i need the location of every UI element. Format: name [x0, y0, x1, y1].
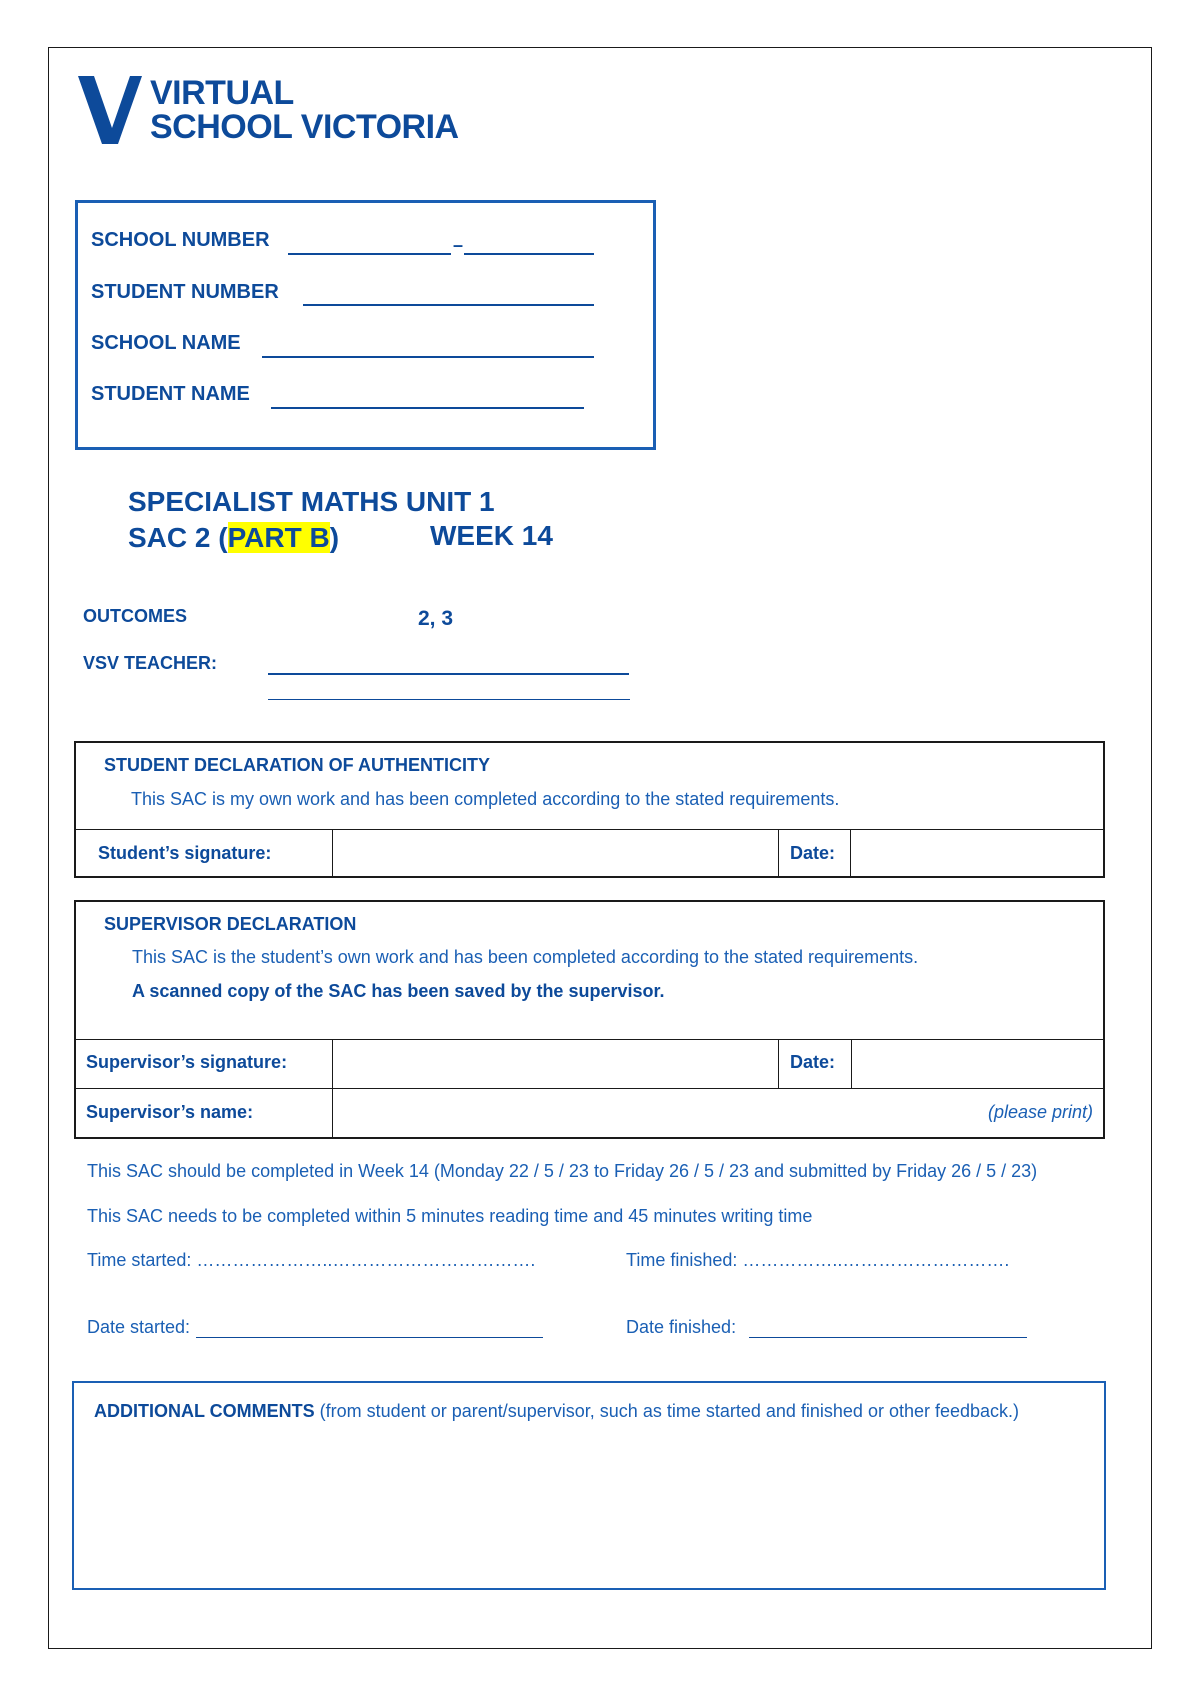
part-b-highlight: PART B — [227, 522, 330, 553]
supervisor-signature-field[interactable] — [334, 1039, 778, 1088]
cell-divider — [778, 1039, 779, 1088]
school-info-box — [75, 200, 656, 450]
supervisor-name-row — [76, 1089, 1103, 1137]
student-number-label: STUDENT NUMBER — [91, 281, 279, 303]
school-number-field-a[interactable] — [288, 253, 451, 255]
week-label: WEEK 14 — [430, 520, 553, 551]
title-line-2-suffix: ) — [329, 522, 340, 553]
date-finished-label: Date finished: — [626, 1317, 737, 1337]
date-started-field[interactable] — [196, 1337, 543, 1338]
student-declaration-table — [74, 741, 1105, 878]
additional-comments-box[interactable] — [72, 1381, 1106, 1590]
outcomes-label: OUTCOMES — [83, 606, 188, 626]
supervisor-name-label: Supervisor’s name: — [86, 1102, 254, 1122]
supervisor-date-field[interactable] — [853, 1039, 1103, 1088]
student-number-field[interactable] — [303, 304, 594, 306]
supervisor-signature-label: Supervisor’s signature: — [86, 1052, 288, 1072]
student-declaration-title: STUDENT DECLARATION OF AUTHENTICITY — [104, 755, 490, 775]
student-signature-label: Student’s signature: — [98, 843, 272, 863]
completion-week-text: This SAC should be completed in Week 14 (Monday 22 / 5 / 23 to Friday 26 / 5 / 23 and submitted by Friday 26 / 5 / 23) — [87, 1161, 1038, 1181]
logo-text — [150, 76, 459, 144]
cell-divider — [778, 829, 779, 876]
supervisor-declaration-header — [76, 902, 1103, 1040]
supervisor-declaration-text: This SAC is the student’s own work and has been completed according to the stated requirements. — [132, 947, 919, 967]
student-declaration-text: This SAC is my own work and has been completed according to the stated requirements. — [131, 789, 840, 809]
supervisor-declaration-table — [74, 900, 1105, 1139]
cell-divider — [332, 1039, 333, 1088]
school-number-dash: – — [453, 235, 464, 255]
time-started-label[interactable]: Time started: …………………..……………………………. — [87, 1250, 536, 1270]
logo-line-1: VIRTUAL — [150, 74, 294, 112]
cell-divider — [332, 829, 333, 876]
logo-line-2: SCHOOL VICTORIA — [150, 108, 459, 146]
additional-comments-title: ADDITIONAL COMMENTS — [94, 1401, 315, 1421]
vsv-teacher-field-2[interactable] — [268, 699, 630, 700]
title-line-1: SPECIALIST MATHS UNIT 1 — [128, 486, 495, 517]
additional-comments-hint: (from student or parent/supervisor, such as time started and finished or other feedback.) — [314, 1401, 1020, 1421]
vsv-teacher-field[interactable] — [268, 673, 629, 675]
cell-divider — [850, 829, 851, 876]
vsv-teacher-label: VSV TEACHER: — [83, 653, 218, 673]
student-name-label: STUDENT NAME — [91, 383, 250, 405]
cell-divider — [332, 1089, 333, 1137]
vsv-v-logo-icon — [78, 76, 142, 144]
school-name-field[interactable] — [262, 356, 594, 358]
time-finished-label[interactable]: Time finished: ……………..………………………. — [626, 1250, 1010, 1270]
student-name-field[interactable] — [271, 407, 584, 409]
school-number-label: SCHOOL NUMBER — [91, 229, 270, 251]
please-print-hint: (please print) — [987, 1102, 1093, 1122]
student-declaration-header — [76, 743, 1103, 830]
cell-divider — [851, 1039, 852, 1088]
date-finished-field[interactable] — [749, 1337, 1027, 1338]
student-signature-row — [76, 829, 1103, 876]
timing-text: This SAC needs to be completed within 5 minutes reading time and 45 minutes writing time — [87, 1206, 813, 1226]
supervisor-declaration-title: SUPERVISOR DECLARATION — [104, 914, 357, 934]
supervisor-signature-row — [76, 1039, 1103, 1089]
vsv-logo — [78, 76, 459, 144]
title-line-2-prefix: SAC 2 ( — [128, 522, 228, 553]
supervisor-date-label: Date: — [790, 1052, 836, 1072]
outcomes-value: 2, 3 — [418, 607, 454, 630]
school-number-field-b[interactable] — [464, 253, 594, 255]
student-date-field[interactable] — [852, 829, 1103, 876]
school-name-label: SCHOOL NAME — [91, 332, 241, 354]
student-signature-field[interactable] — [334, 829, 778, 876]
student-date-label: Date: — [790, 843, 836, 863]
date-started-label: Date started: — [87, 1317, 191, 1337]
additional-comments-text — [94, 1399, 1054, 1424]
supervisor-scanned-copy-text: A scanned copy of the SAC has been saved by the supervisor. — [132, 981, 665, 1001]
